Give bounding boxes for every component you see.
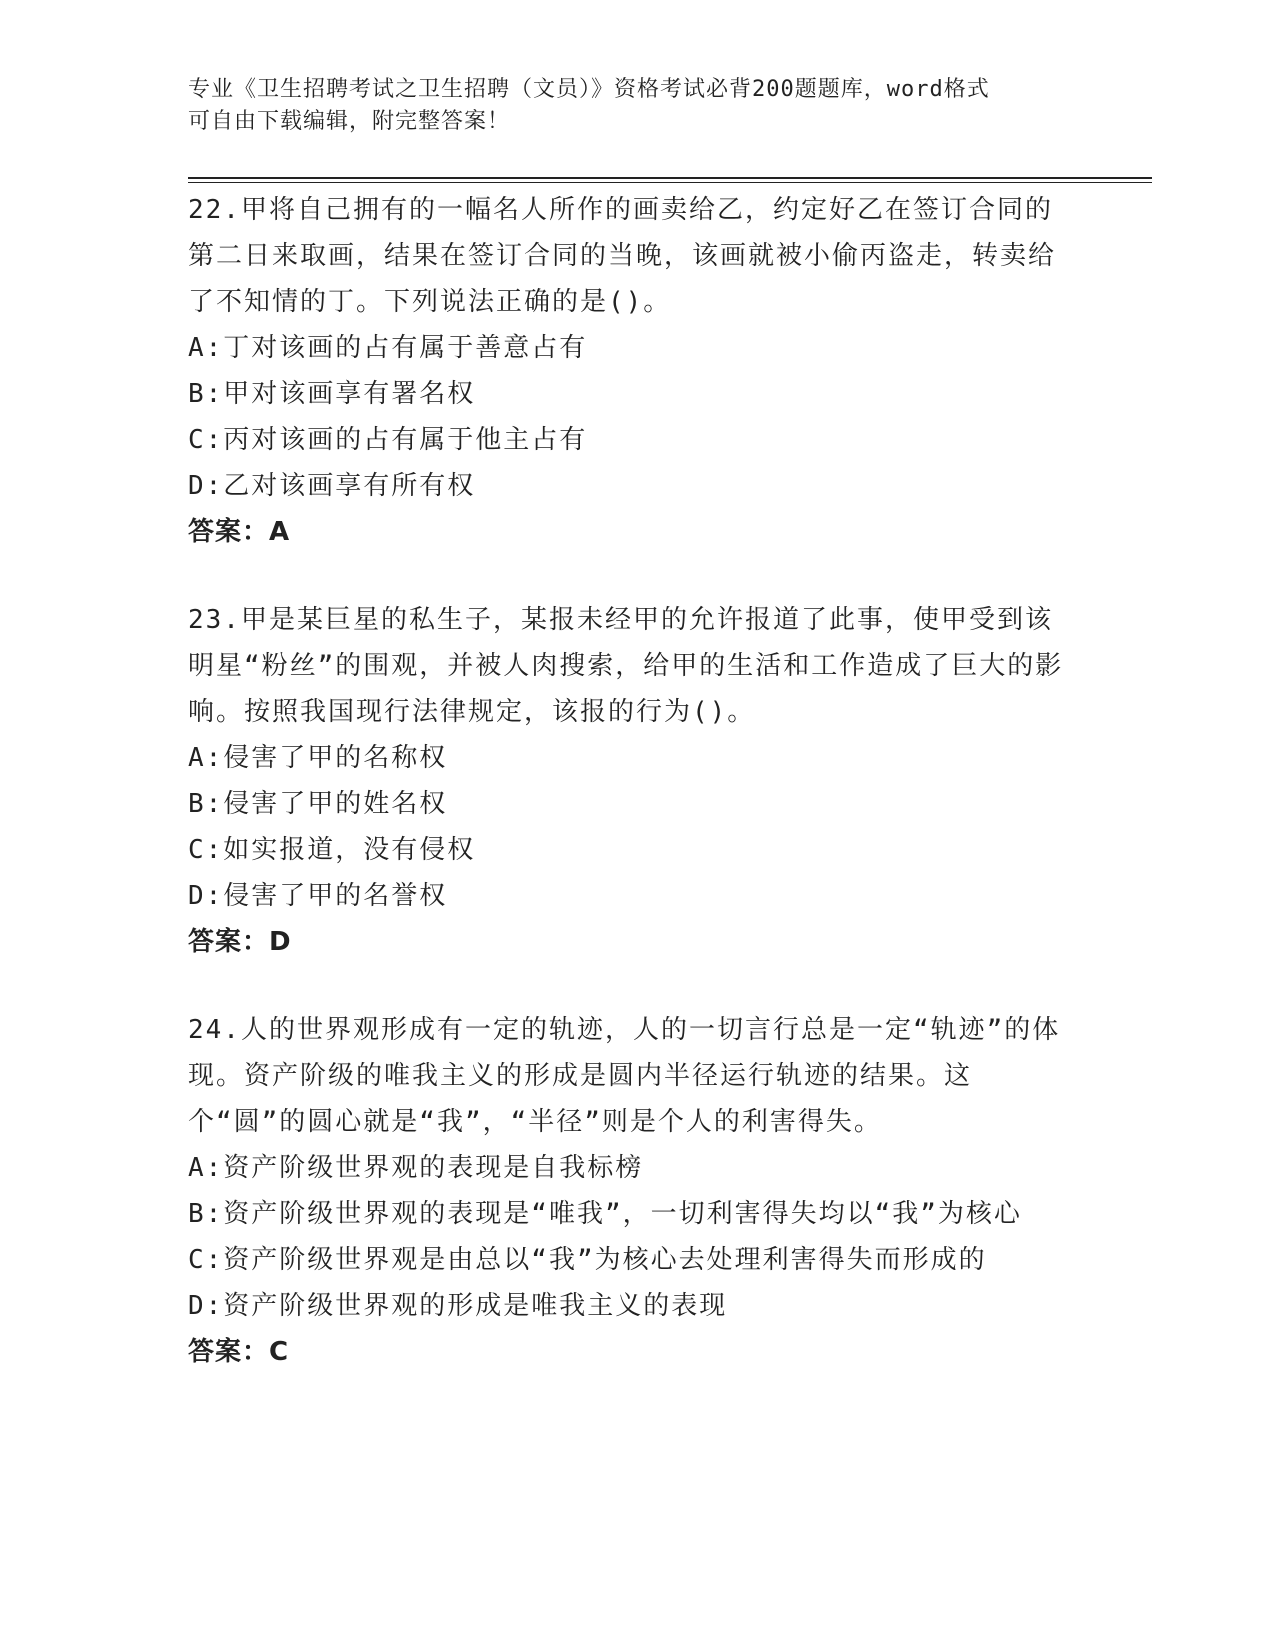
option-d: D:乙对该画享有所有权	[188, 471, 476, 501]
header-line-1: 专业《卫生招聘考试之卫生招聘（文员）》资格考试必背200题题库，word格式	[188, 77, 990, 102]
question-23	[188, 597, 1068, 965]
option-c: C:如实报道，没有侵权	[188, 835, 476, 865]
question-stem: 24.人的世界观形成有一定的轨迹，人的一切言行总是一定“轨迹”的体现。资产阶级的唯我主义的形成是圆内半径运行轨迹的结果。这个“圆”的圆心就是“我”，“半径”则是个人的利害得失。	[188, 1015, 1061, 1137]
option-b: B:侵害了甲的姓名权	[188, 789, 448, 819]
header-line-2: 可自由下载编辑，附完整答案！	[188, 109, 511, 134]
question-stem: 22.甲将自己拥有的一幅名人所作的画卖给乙，约定好乙在签订合同的第二日来取画，结果在签订合同的当晚，该画就被小偷丙盗走，转卖给了不知情的丁。下列说法正确的是()。	[188, 195, 1057, 317]
question-22	[188, 187, 1068, 555]
option-b: B:甲对该画享有署名权	[188, 379, 476, 409]
answer: 答案：A	[188, 517, 291, 547]
option-a: A:丁对该画的占有属于善意占有	[188, 333, 588, 363]
option-d: D:资产阶级世界观的形成是唯我主义的表现	[188, 1291, 728, 1321]
option-c: C:丙对该画的占有属于他主占有	[188, 425, 588, 455]
option-c: C:资产阶级世界观是由总以“我”为核心去处理利害得失而形成的	[188, 1245, 987, 1275]
answer: 答案：C	[188, 1337, 290, 1367]
question-24	[188, 1007, 1068, 1375]
answer: 答案：D	[188, 927, 292, 957]
document-header	[188, 74, 1068, 138]
header-divider	[188, 177, 1152, 183]
option-a: A:资产阶级世界观的表现是自我标榜	[188, 1153, 644, 1183]
option-d: D:侵害了甲的名誉权	[188, 881, 448, 911]
question-stem: 23.甲是某巨星的私生子，某报未经甲的允许报道了此事，使甲受到该明星“粉丝”的围观，并被人肉搜索，给甲的生活和工作造成了巨大的影响。按照我国现行法律规定，该报的行为()。	[188, 605, 1064, 727]
option-b: B:资产阶级世界观的表现是“唯我”，一切利害得失均以“我”为核心	[188, 1199, 1022, 1229]
option-a: A:侵害了甲的名称权	[188, 743, 448, 773]
